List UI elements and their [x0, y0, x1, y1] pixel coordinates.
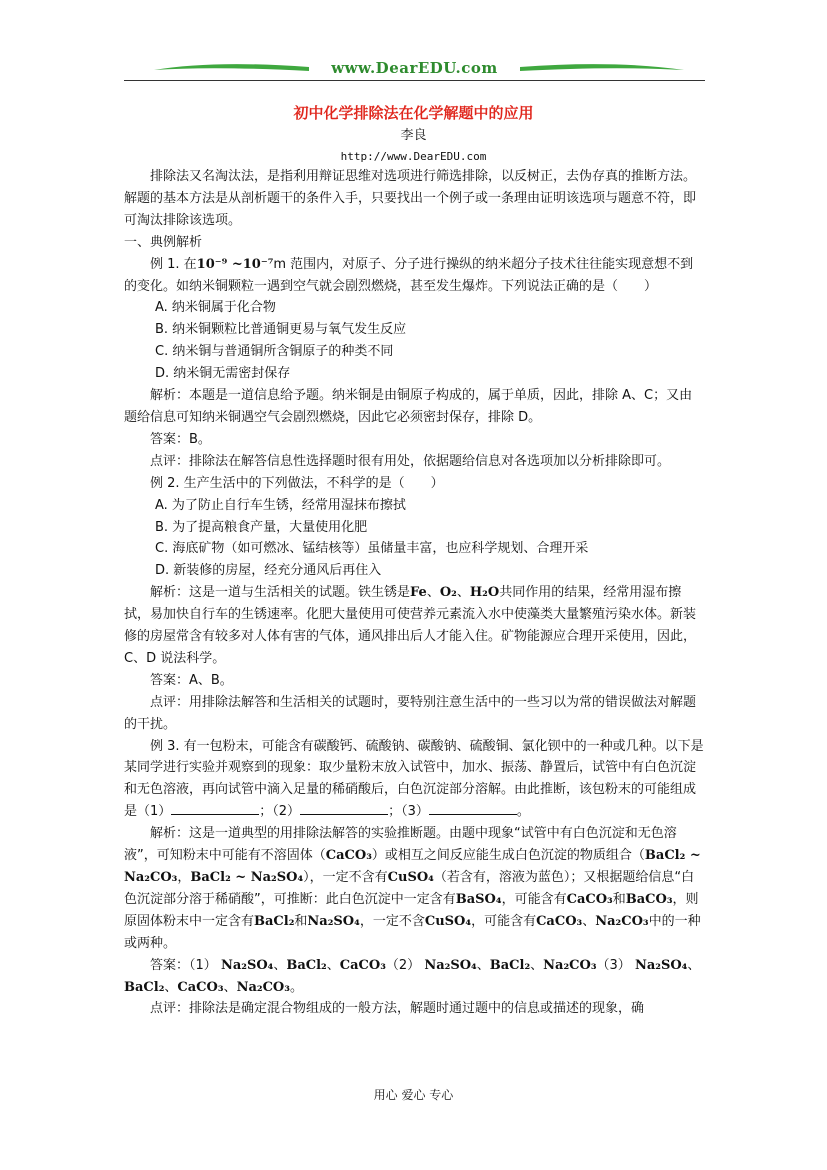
example-1-option-c: C. 纳米铜与普通铜所含铜原子的种类不同 — [155, 344, 394, 360]
site-logo-text[interactable]: www.DearEDU.com — [331, 59, 498, 77]
formula-fe: Fe — [410, 585, 427, 601]
formula-bacl2: BaCl₂ — [286, 957, 327, 973]
text-span: ，一定不含 — [359, 913, 425, 929]
text-span: m 范围内，对原子、分子进行操纵的纳米超分子技术往往能实现意想不到的变化。如纳米铜颗粒一遇到空气就会剧烈燃烧，甚至发生爆炸。下列说法正确的是（ ） — [124, 256, 694, 294]
text-span: 例 3. 有一包粉末，可能含有碳酸钙、硫酸钠、碳酸钠、硫酸铜、氯化钡中的一种或几种。以下是某同学进行实验并观察到的现象：取少量粉末放入试管中，加水、振荡、静置后，试管中有白色沉淀和无色溶液，再向试管中滴入足量的稀硝酸后，白色沉淀部分溶解。由此推断，该包粉末的可能组成是（1） — [124, 738, 704, 820]
formula-bacl2: BaCl₂ — [124, 979, 165, 995]
formula-na2co3: Na₂CO₃ — [595, 913, 649, 929]
example-2-option-a: A. 为了防止自行车生锈，经常用湿抹布擦拭 — [155, 497, 406, 513]
text-span: 、 — [582, 913, 596, 929]
formula-pair-2: BaCl₂ ~ Na₂SO₄ — [190, 870, 304, 885]
example-1-analysis: 解析：本题是一道信息给予题。纳米铜是由铜原子构成的，属于单质，因此，排除 A、C；又由题给信息可知纳米铜遇空气会剧烈燃烧，因此它必须密封保存，排除 D。 — [124, 388, 693, 425]
text-span: ），一定不含有 — [303, 870, 388, 885]
formula-caco3: CaCO₃ — [325, 848, 372, 864]
text-span: 解析：这是一道与生活相关的试题。铁生锈是 — [150, 585, 411, 601]
text-span: ，可能含有 — [471, 913, 537, 929]
formula-cuso4: CuSO₄ — [424, 913, 472, 929]
formula-caco3: CaCO₃ — [536, 913, 583, 929]
text-span: 中的一种或两种。 — [124, 913, 701, 951]
text-span: ；（3） — [388, 804, 429, 820]
example-2-analysis: 解析：这是一道与生活相关的试题。铁生锈是Fe、O₂、H₂O共同作用的结果，经常用湿布擦拭，易加快自行车的生锈速率。化肥大量使用可使营养元素流入水中使藻类大量繁殖污染水体。新装修的房屋常含有较多对人体有害的气体，通风排出后人才能入住。矿物能源应合理开采使用，因此，C、D 说法科学。 — [124, 585, 697, 666]
text-span: （若含有，溶液为蓝色）；又根据题给信息“白色沉淀部分溶于稀硝酸”，可推断：此白色沉淀中一定含有 — [124, 870, 695, 907]
formula-h2o: H₂O — [469, 585, 500, 601]
formula-caco3: CaCO₃ — [339, 957, 386, 973]
text-span: （2） — [385, 957, 421, 973]
formula-baso4: BaSO₄ — [455, 891, 502, 907]
example-1-comment: 点评：排除法在解答信息性选择题时很有用处，依据题给信息对各选项加以分析排除即可。 — [150, 453, 671, 469]
answer-blank-2 — [300, 802, 388, 815]
formula-na2so4: Na₂SO₄ — [220, 957, 274, 973]
example-3-question — [124, 736, 704, 824]
article-title: 初中化学排除法在化学解题中的应用 — [293, 104, 534, 122]
text-span: ）或相互之间反应能生成白色沉淀的物质组合（ — [371, 848, 645, 864]
formula-caco3: CaCO₃ — [566, 891, 613, 907]
example-2-comment: 点评：用排除法解答和生活相关的试题时，要特别注意生活中的一些习以为常的错误做法对解题的干扰。 — [124, 694, 697, 732]
text-span: ；（2） — [259, 804, 301, 820]
text-span: 共同作用的结果，经常用湿布擦拭，易加快自行车的生锈速率。化肥大量使用可使营养元素流入水中使藻类大量繁殖污染水体。新装修的房屋常含有较多对人体有害的气体，通风排出后人才能入住。矿物能源应合理开采使用，因此，C、D 说法科学。 — [124, 585, 697, 666]
article-author: 李良 — [400, 128, 427, 143]
text-span: （1） — [189, 957, 217, 973]
example-3-answer: 答案：（1） Na₂SO₄、BaCl₂、CaCO₃（2） Na₂SO₄、BaCl₂、Na₂CO₃（3） Na₂SO₄、BaCl₂、CaCO₃、Na₂CO₃。 — [124, 957, 701, 995]
formula-o2: O₂ — [439, 585, 457, 601]
text-span: （3） — [596, 957, 631, 973]
example-1-answer: 答案：B。 — [150, 431, 211, 447]
formula-cuso4: CuSO₄ — [387, 870, 434, 885]
answer-blank-3 — [429, 802, 517, 815]
example-1-option-d: D. 纳米铜无需密封保存 — [155, 366, 291, 382]
header-divider — [124, 80, 705, 81]
formula-na2so4: Na₂SO₄ — [307, 913, 360, 929]
text-span: 和 — [612, 891, 626, 907]
text-span: ， — [177, 870, 191, 885]
text-span: ，则原固体粉末中一定含有 — [124, 891, 699, 929]
example-1-option-a: A. 纳米铜属于化合物 — [155, 300, 276, 316]
formula-bacl2: BaCl₂ — [254, 913, 295, 929]
site-header-banner — [124, 58, 705, 80]
example-2-option-b: B. 为了提高粮食产量，大量使用化肥 — [155, 519, 368, 535]
page-footer: 用心 爱心 专心 — [373, 1088, 454, 1102]
example-2-option-d: D. 新装修的房屋，经充分通风后再住入 — [155, 563, 382, 579]
text-span: 例 1. 在 — [150, 256, 197, 272]
answer-blank-1 — [171, 802, 259, 815]
example-1-option-b: B. 纳米铜颗粒比普通铜更易与氧气发生反应 — [155, 322, 407, 338]
range-formula: 10⁻⁹ ~10⁻⁷ — [196, 256, 274, 272]
text-span: ，可能含有 — [501, 891, 567, 907]
example-2-answer: 答案：A、B。 — [150, 672, 233, 688]
formula-bacl2: BaCl₂ — [489, 957, 531, 973]
text-span: 答案： — [150, 957, 190, 973]
text-span: 。 — [516, 804, 530, 820]
example-2-question: 例 2. 生产生活中的下列做法，不科学的是（ ） — [150, 475, 444, 491]
example-3-comment: 点评：排除法是确定混合物组成的一般方法，解题时通过题中的信息或描述的现象，确 — [150, 1001, 645, 1017]
formula-pair-1: BaCl₂ ~ Na₂CO₃ — [124, 848, 701, 885]
example-3-analysis — [124, 823, 704, 954]
formula-na2co3: Na₂CO₃ — [543, 957, 597, 973]
example-2-option-c: C. 海底矿物（如可燃冰、锰结核等）虽储量丰富，也应科学规划、合理开采 — [155, 541, 589, 557]
article-body — [124, 166, 704, 1020]
formula-na2so4: Na₂SO₄ — [634, 957, 688, 973]
formula-na2so4: Na₂SO₄ — [424, 957, 477, 973]
example-1-question — [124, 254, 704, 298]
text-span: 和 — [294, 913, 308, 929]
formula-caco3: CaCO₃ — [177, 979, 224, 995]
article-url[interactable]: http://www.DearEDU.com — [340, 150, 487, 163]
formula-na2co3: Na₂CO₃ — [236, 979, 290, 995]
intro-paragraph: 排除法又名淘汰法，是指利用辩证思维对选项进行筛选排除，以反树正，去伪存真的推断方法。解题的基本方法是从剖析题干的条件入手，只要找出一个例子或一条理由证明该选项与题意不符，即可淘汰排除该选项。 — [124, 169, 697, 228]
formula-baco3: BaCO₃ — [625, 891, 673, 907]
text-span: 。 — [289, 979, 303, 995]
text-span: 解析：这是一道典型的用排除法解答的实验推断题。由题中现象“试管中有白色沉淀和无色溶液”，可知粉末中可能有不溶固体（ — [124, 826, 677, 864]
section-heading: 一、典例解析 — [124, 234, 203, 250]
